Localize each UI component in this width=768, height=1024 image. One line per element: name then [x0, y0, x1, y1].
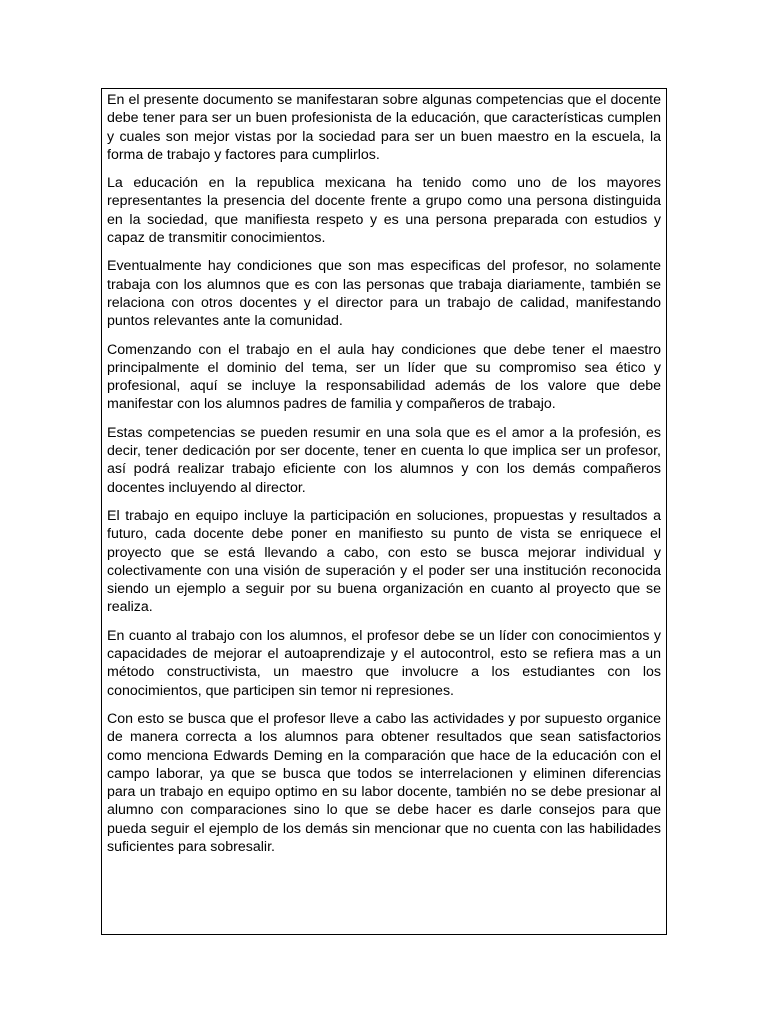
paragraph-specific-conditions: Eventualmente hay condiciones que son mas especificas del profesor, no solamente trabaja con los alumnos que es con las personas que trabaja diariamente, también se relaciona con otros docentes y el director para un trabajo de calidad, manifestando puntos relevantes ante la comunidad. [107, 258, 661, 330]
document-text-box [101, 88, 667, 935]
paragraph-competencies-summary: Estas competencias se pueden resumir en una sola que es el amor a la profesión, es decir, tener dedicación por ser docente, tener en cuenta lo que implica ser un profesor, así podrá realizar trabajo eficiente con los alumnos y con los demás compañeros docentes incluyendo al director. [107, 424, 661, 496]
paragraph-introduction: En el presente documento se manifestaran sobre algunas competencias que el docente debe tener para ser un buen profesionista de la educación, que características cumplen y cuales son mejor vistas por la sociedad para ser un buen maestro en la escuela, la forma de trabajo y factores para cumplirlos. [107, 92, 661, 163]
paragraph-classroom-work: Comenzando con el trabajo en el aula hay condiciones que debe tener el maestro principalmente el dominio del tema, ser un líder que su compromiso sea ético y profesional, aquí se incluye la responsabilidad además de los valore que debe manifestar con los alumnos padres de familia y compañeros de trabajo. [107, 341, 661, 413]
paragraph-teamwork: El trabajo en equipo incluye la participación en soluciones, propuestas y resultados a futuro, cada docente debe poner en manifiesto su punto de vista se enriquece el proyecto que se está llevando a cabo, con esto se busca mejorar individual y colectivamente con una visión de superación y el poder ser una institución reconocida siendo un ejemplo a seguir por su buena organización en cuanto al proyecto que se realiza. [107, 507, 661, 616]
paragraph-work-with-students: En cuanto al trabajo con los alumnos, el profesor debe se un líder con conocimientos y capacidades de mejorar el autoaprendizaje y el autocontrol, esto se refiera mas a un método constructivista, un maestro que involucre a los estudiantes con los conocimientos, que participen sin temor ni represiones. [107, 627, 661, 699]
paragraph-conclusion: Con esto se busca que el profesor lleve a cabo las actividades y por supuesto organice de manera correcta a los alumnos para obtener resultados que sean satisfactorios como menciona Edwards Deming en la comparación que hace de la educación con el campo laborar, ya que se busca que todos se interrelacionen y eliminen diferencias para un trabajo en equipo optimo en su labor docente, también no se debe presionar al alumno con comparaciones sino lo que se debe hacer es darle consejos para que pueda seguir el ejemplo de los demás sin mencionar que no cuenta con las habilidades suficientes para sobresalir. [107, 710, 661, 855]
paragraph-education-mexico: La educación en la republica mexicana ha tenido como uno de los mayores representantes la presencia del docente frente a grupo como una persona distinguida en la sociedad, que manifiesta respeto y es una persona preparada con estudios y capaz de transmitir conocimientos. [107, 175, 661, 247]
